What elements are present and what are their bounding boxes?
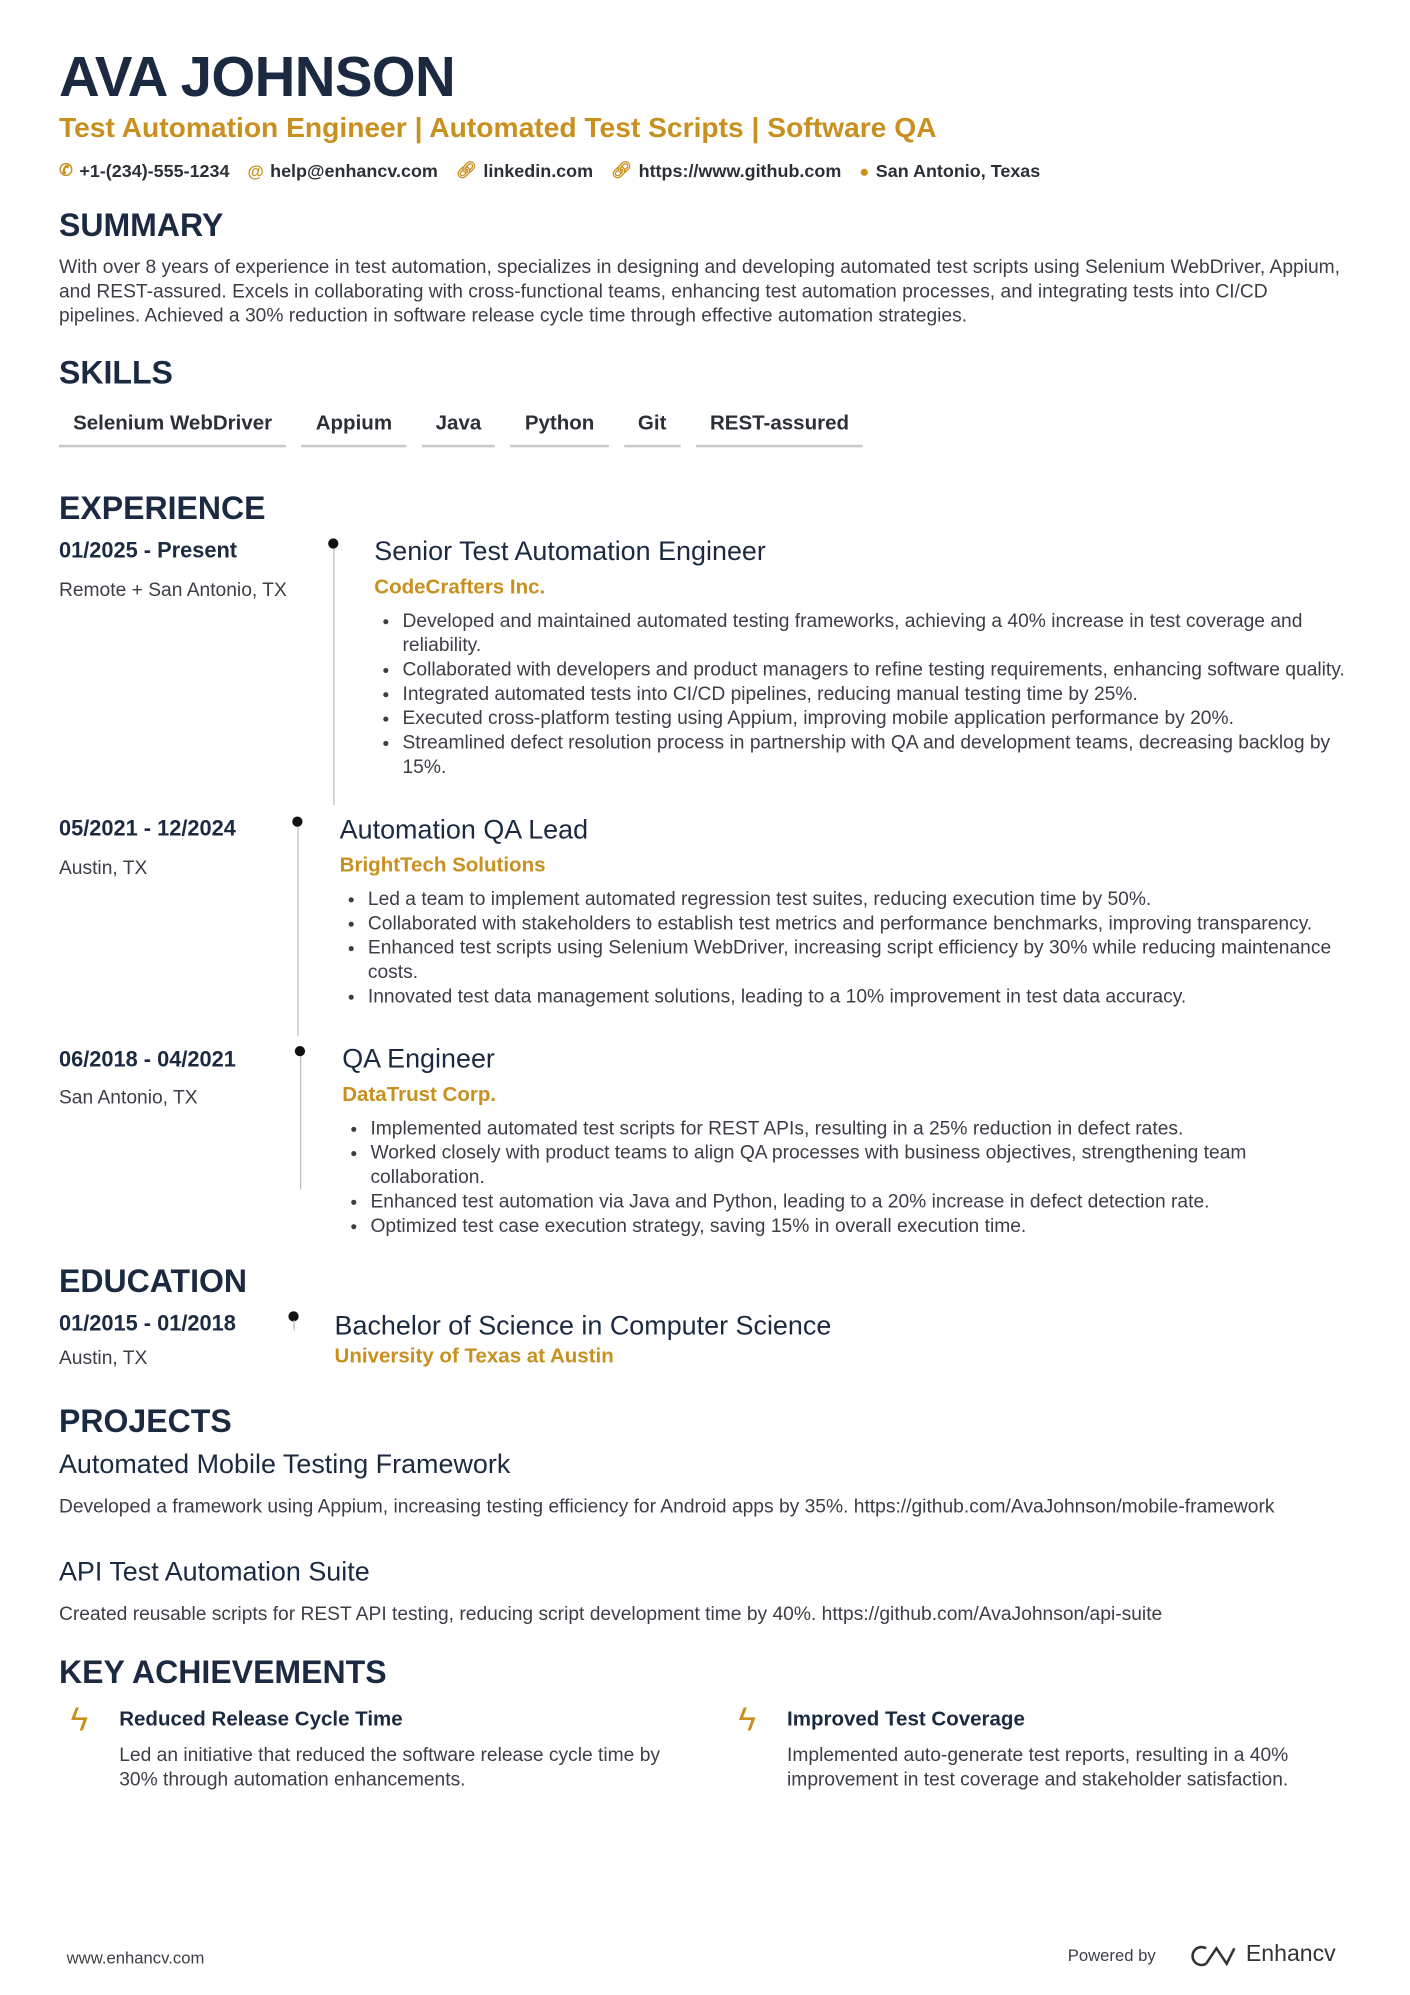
- project-title: API Test Automation Suite: [58, 1557, 370, 1587]
- at-icon: @: [247, 160, 264, 181]
- timeline-line: [333, 549, 334, 805]
- project-title: Automated Mobile Testing Framework: [58, 1449, 511, 1480]
- timeline-dot: [295, 1046, 305, 1056]
- timeline-line: [294, 1320, 295, 1330]
- location-text: San Antonio, Texas: [875, 160, 1041, 181]
- project-description: Developed a framework using Appium, increasing testing efficiency for Android apps by 35%. https://github.com/AvaJohnson/mobile-framework: [58, 1495, 1275, 1518]
- bullet: • Integrated automated tests into CI/CD pipelines, reducing manual testing time by 25%.: [402, 682, 1376, 706]
- skill-tag: Appium: [302, 410, 407, 447]
- enhancv-logo-icon: [1188, 1943, 1237, 1969]
- bullet: • Enhanced test automation via Java and Python, leading to a 20% increase in defect detection rate.: [370, 1190, 1363, 1214]
- education-heading: EDUCATION: [58, 1263, 248, 1300]
- job-bullets: [342, 1116, 1364, 1238]
- skill-tag: REST-assured: [696, 410, 863, 447]
- experience-location: Remote + San Antonio, TX: [58, 579, 287, 602]
- achievement-title: Reduced Release Cycle Time: [119, 1708, 403, 1731]
- link-icon: 🔗︎: [611, 160, 633, 180]
- education-location: Austin, TX: [58, 1347, 148, 1369]
- bullet: • Collaborated with developers and product managers to refine testing requirements, enhancing software quality.: [402, 658, 1376, 682]
- company-name: DataTrust Corp.: [342, 1084, 497, 1107]
- contact-location: [859, 160, 1040, 181]
- linkedin-text: linkedin.com: [483, 160, 594, 181]
- skill-tag: Python: [511, 410, 609, 447]
- degree: Bachelor of Science in Computer Science: [334, 1311, 832, 1341]
- job-title: Automation QA Lead: [339, 815, 589, 845]
- contact-linkedin[interactable]: [456, 160, 593, 181]
- summary-heading: SUMMARY: [58, 207, 224, 244]
- summary-text: With over 8 years of experience in test automation, specializes in designing and developing automated test scripts using Selenium WebDriver, Appium, and REST-assured. Excels in collaborating with cross-functional teams, enhancing test automation processes, and integrating tests into CI/CD pipelines. Achieved a 30% reduction in software release cycle time through effective automation strategies.: [58, 256, 1341, 327]
- timeline-dot: [292, 817, 302, 827]
- projects-heading: PROJECTS: [58, 1403, 232, 1440]
- bullet: • Innovated test data management solutions, leading to a 10% improvement in test data accuracy.: [368, 984, 1342, 1008]
- experience-location: San Antonio, TX: [58, 1086, 198, 1109]
- bullet: • Streamlined defect resolution process in partnership with QA and development teams, decreasing backlog by 15%.: [402, 731, 1376, 780]
- lightning-bolt-icon: ϟ: [738, 1699, 756, 1739]
- link-icon: 🔗︎: [455, 160, 477, 180]
- bullet: • Optimized test case execution strategy, saving 15% in overall execution time.: [370, 1214, 1363, 1238]
- headline: Test Automation Engineer | Automated Test Scripts | Software QA: [58, 111, 937, 144]
- job-bullets: [340, 887, 1342, 1009]
- bullet: • Led a team to implement automated regression test suites, reducing execution time by 50%.: [368, 887, 1342, 911]
- experience-dates: 05/2021 - 12/2024: [58, 816, 236, 841]
- phone-icon: ✆: [58, 160, 73, 180]
- candidate-name: AVA JOHNSON: [58, 46, 456, 109]
- bullet: • Worked closely with product teams to align QA processes with business objectives, strengthening team collaboration.: [370, 1141, 1363, 1190]
- bullet: • Implemented automated test scripts for REST APIs, resulting in a 25% reduction in defect rates.: [370, 1116, 1363, 1140]
- skill-tag: Git: [624, 410, 681, 447]
- timeline-dot: [328, 538, 338, 548]
- enhancv-brand: Enhancv: [1245, 1940, 1336, 1967]
- timeline-line: [297, 827, 298, 1036]
- job-title: Senior Test Automation Engineer: [374, 537, 766, 567]
- contact-email[interactable]: [247, 160, 437, 181]
- skills-list: [59, 410, 863, 447]
- bullet: • Executed cross-platform testing using Appium, improving mobile application performance by 20%.: [402, 706, 1376, 730]
- bullet: • Developed and maintained automated testing frameworks, achieving a 40% increase in test coverage and reliability.: [402, 609, 1376, 658]
- contact-phone[interactable]: [59, 160, 230, 181]
- lightning-bolt-icon: ϟ: [70, 1699, 89, 1739]
- bullet: • Enhanced test scripts using Selenium WebDriver, increasing script efficiency by 30% while reducing maintenance costs.: [368, 936, 1342, 985]
- company-name: CodeCrafters Inc.: [374, 576, 546, 599]
- project-description: Created reusable scripts for REST API testing, reducing script development time by 40%. https://github.com/AvaJohnson/api-suite: [58, 1603, 1163, 1626]
- skill-tag: Selenium WebDriver: [59, 410, 286, 447]
- achievement-description: Led an initiative that reduced the software release cycle time by 30% through automation enhancements.: [119, 1744, 661, 1791]
- skill-tag: Java: [422, 410, 496, 447]
- job-bullets: [374, 609, 1376, 779]
- contact-github[interactable]: [611, 160, 841, 181]
- contact-bar: [59, 160, 1040, 181]
- experience-dates: 01/2025 - Present: [58, 538, 238, 563]
- job-title: QA Engineer: [342, 1044, 495, 1075]
- experience-dates: 06/2018 - 04/2021: [58, 1047, 236, 1072]
- experience-heading: EXPERIENCE: [58, 490, 266, 527]
- achievement-title: Improved Test Coverage: [787, 1708, 1025, 1731]
- timeline-line: [300, 1056, 301, 1189]
- achievement-description: Implemented auto-generate test reports, resulting in a 40% improvement in test coverage and stakeholder satisfaction.: [787, 1744, 1289, 1791]
- powered-by-label: Powered by: [1067, 1945, 1156, 1965]
- education-dates: 01/2015 - 01/2018: [58, 1311, 236, 1336]
- company-name: BrightTech Solutions: [339, 854, 546, 877]
- bullet: • Collaborated with stakeholders to establish test metrics and performance benchmarks, improving transparency.: [368, 911, 1342, 935]
- school-name: University of Texas at Austin: [334, 1345, 614, 1368]
- location-pin-icon: ●: [859, 160, 870, 181]
- achievements-heading: KEY ACHIEVEMENTS: [58, 1654, 387, 1691]
- github-text: https://www.github.com: [638, 160, 842, 181]
- footer-website[interactable]: www.enhancv.com: [66, 1948, 205, 1968]
- phone-text: +1-(234)-555-1234: [79, 160, 230, 181]
- experience-location: Austin, TX: [58, 857, 148, 880]
- email-text: help@enhancv.com: [270, 160, 438, 181]
- skills-heading: SKILLS: [58, 355, 173, 391]
